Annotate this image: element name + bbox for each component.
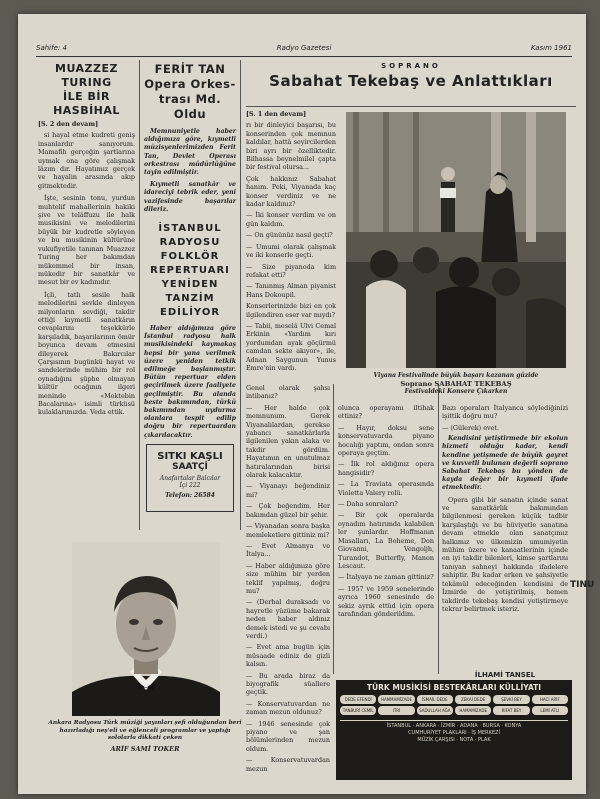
ad-item: ŞEVKİ BEY — [493, 695, 529, 704]
photo-caption-left: Ankara Radyosu Türk müziği yayınları şefi olduğundan beri hazırladığı neş'eli ve eğlenceli programlar ve yaptığı sololarla dikkati çeken ARİF SAMİ TOKER — [48, 720, 242, 753]
article-column-b: olunca operayamı iltihak ettiniz? — Hayır, doksu sene konservatuvarda piyano hocalığı yaptım, ondan sonra operaya geçtim. — İlk rol aldığınız opera hangisidir? — La Traviata operasında Violetta Valery rolü. — Daha sonraları? — Bir çok operalarda oynadım hatırımda kalabilen ler şunlardır. Hoffmanın Masalları, La Boheme, Don Giovanni, Vengoljh, Turandot, Butterfly, Manon Lescaut. — İtalyaya ne zaman gittiniz? — 1957 ve 1959 senelerinde ayrıca 1960 senesinde de sekiz ayrık ettüd için opera tarafından gönderildim. — [338, 404, 434, 618]
main-article-heading — [246, 62, 576, 106]
concert-photo — [346, 112, 566, 368]
newspaper-page — [18, 14, 595, 794]
ad-item: ITRİ — [378, 706, 414, 715]
adjacent-page-edge-text: TINU — [570, 580, 595, 590]
music-collection-ad: TÜRK MUSİKİSİ BESTEKÂRLARI KÜLLİYATI DEDE EFENDİ HAMMAMİZADE İSMAİL DEDE ZEKAİ DEDE ŞEVKİ BEY HACI ARİF TANBURİ CEMİL ITRİ SADULLAH AĞA HAMAMİZADE RİFAT BEY LEMİ ATLI İSTANBUL · ANKARA · İZMİR · ADANA · BURSA · KONYA CUMHURİYET PLAKLARI · İŞ MERKEZİ MÜZİK ÇARŞISI · NOTA · PLAK — [336, 680, 572, 780]
ad-item: RİFAT BEY — [493, 706, 529, 715]
page-number: Sahife: 4 — [36, 44, 67, 52]
ad-phone: Telefon: 26584 — [165, 492, 215, 499]
paragraph: İşte, sesinin tonu, yurdun muhtelif mahallerinin hakiki şive ve telâffuzu ile halk musikisini ve melodilerini büyük bir kudretle söyleyen ve bu musikinin kültürüne vukufiyetile tanınan Muazzez Turing her bakımdan mükemmel bir insan, mükedir bir sanatkâr ve mesut bir ev kadınıdır. — [38, 194, 135, 287]
article-column-c: Bazı operaları İtalyanca söylediğinizi işittik doğru mu? — (Gülerek) evet. Kendisini yetiştirmede bir ekolun hizmeti olduğu kadar, kendi kendine yetişmede de büyük gayret ve kuvvetli bulunan değerli soprano Sabahat Tekebaş bu yönden de kayda değer bir kıymeti ifade etmektedir. Opera gibi bir sanatın içinde sanat ve sanatkârlık bakımından bilgilenmesi gereken küçük tadbir karşılaştığı ve bu hüviyetle sanatına devam etmekle olan sanatçımız halkımız ve ülkemizin umumiyetin mühim üzere ve kanaatlerinin içinde en iyi takdir bilenleri, kimse şartlarını tanıyan sahneyi hakkında ifadelere sahiptir. Bu kadar erken ve şahsiyetle tekâmül edeceğinden kendisini de İzmirde de yetiştirilmiş, hemen takdirde tekebaş kendisi yetiştirmeye tekrar belirtmek isteriz. — [442, 404, 568, 613]
wish-text: Kıymetli sanatkâr ve idareciyi tebrik eder, yeni vazifesinde başarılar dileriz. — [144, 181, 236, 213]
continued-note: [S. 1 den devam] — [246, 110, 307, 118]
ad-item: ZEKAİ DEDE — [455, 695, 491, 704]
muazzez-turing-column — [38, 62, 135, 532]
paragraph: si hayal etme kudreti geniş insanlardır sanıyorum. Mamafih gerçeğin şartlarına uymak ona göre çalışmak lâzım dır. Hayatımız gerçek ve hayalin arasında akıp gitmektedir. — [38, 131, 135, 190]
continued-note: [S. 2 den devam] — [38, 120, 99, 128]
istanbul-radyosu-title: İSTANBUL RADYOSU FOLKLÖR REPERTUARI YENİDEN TANZİM EDİLİYOR — [150, 223, 230, 319]
article-author: İLHAMİ TANSEL — [474, 671, 536, 679]
article-title: MUAZZEZ TURING İLE BİR HASBİHAL — [53, 62, 120, 117]
article-column-a: [S. 1 den devam] rı bir dinleyici başarısı, bu konserinden çok memnun kaldılar, hattâ seyircilerden biri ayrı bir özelliktedir. Bilhassa beynelmilel çapta bir festival olursa... Çok hakkınız Sabahat hanım. Peki, Viyanada kaç konser verdiniz ve ne kadar kaldınız? — İki konser verdim ve on gün kaldım. — On gününüz nasıl geçti? — Umumi olarak çalışmak ve iki konserle geçti. — Size piyanoda kim refakat etti? — Tanınmış Alman piyanist Hans Dokoupil. Konserlerinizde bizi en çok ilgilendiren eser var mıydı? — Tabii, meselâ Ulvi Cemal Erkinin «Yardım kırı yordumdan ayak göçürmü camdan sekte akıyor», ile, Adnan Saygunun Yunus Emre'nin vardı. — [246, 110, 336, 372]
repertuar-text: Haber aldığımıza göre İstanbul radyosu halk musikisindeki kaymakaş hepsi bir yana verilmek üzere yeniden tetkik edilmeğe başlanmıştır. Bütün repertuar elden geçirilmek üzere faaliyete geçilmiştir. Bu alanda beste bakımından, türkü bakımından uydurma olanlara tespit edilip doğru bir repertuardan çıkarılacaktır. — [144, 325, 236, 439]
article-column-a2: Genel olarak şahsı intibanız? — Her halde çok memnunum. Gerek Viyanalılardan, gerekse yabancı sanatkârlarla ilgilenilen yakın alaka ve takdir gördüm. Hayatımın en unutulmaz hatıralarından birisi olarak kalacaktır. — Viyanayı beğendiniz mi? — Çok beğendim. Her bakımdan güzel bir şehir. — Viyanadan sonra başka memleketlere gittiniz mi? — Evet Almanya ve İtalya... — Haber aldığımıza göre size mühim bir yerden teklif yapılmış, doğru mu? — (Derhal duraksadı ve hayretle yüzüme bakarak neden haber aldınız demek istedi ve şu cevabı verdi.) — Evet ama bugün için müsaade ediniz de gizli kalsın. — Bu arada biraz da biyografik süallere geçtik. — Konservatuvardan ne zaman mezun oldunuz? — 1946 senesinde çok piyano ve şan bölümlerinden mezun oldum. — Konservatuvardan mezun — [246, 384, 330, 773]
ad-item: HAMAMİZADE — [455, 706, 491, 715]
ad-item: HAMMAMİZADE — [378, 695, 414, 704]
paragraph: İçli, tatlı sesile halk melodilerini sevkle dinleyen milyonların sevdiği, takdir ettiği kıymetli sanatkârın cevaplarını teşekkürle karşıladık, başarılarının ömür boyunca devam etmesini dileyerek Bakırcılar Çarşısının bugünkü hayat ve sandelerinde mühim bir rol oynadığını şüphe olmayan kültür ocağının ilgeri meninde «Mektebin Bacalarına» isimli türküsü kulaklarımızda. Veda ettik. — [38, 290, 135, 417]
concert-photo-caption: Viyana Festivalinde büyük başarı kazanan güzide Soprano SABAHAT TEKEBAŞ Festivaldeki Konsere Çıkarken — [338, 372, 574, 402]
intro-text: Memnuniyetle haber aldığımıza göre, kıymetli müzisyenlerimizden Ferit Tan, Devlet Operası orkestrası müdürlüğüne tayin edilmiştir. — [144, 128, 236, 177]
ad-items-grid — [336, 692, 572, 718]
ferit-tan-column — [144, 62, 236, 442]
ad-item: LEMİ ATLI — [532, 706, 568, 715]
arif-sami-toker-photo — [72, 542, 220, 716]
ad-title: TÜRK MUSİKİSİ BESTEKÂRLARI KÜLLİYATI — [366, 683, 542, 692]
newspaper-name: Radyo Gazetesi — [276, 44, 332, 52]
ad-item: İSMAİL DEDE — [417, 695, 453, 704]
ferit-tan-title: FERİT TAN Opera Orkes- trası Md. Oldu — [144, 62, 236, 121]
watchmaker-ad: SITKI KAŞLI SAATÇİ Anafartalar Balcılar İçi 222 Telefon: 26584 — [146, 444, 234, 512]
page-header — [36, 44, 572, 57]
issue-date: Kasım 1961 — [530, 44, 572, 52]
ad-item: SADULLAH AĞA — [417, 706, 453, 715]
photo-person-name: ARİF SAMİ TOKER — [110, 744, 180, 753]
ad-item: TANBURİ CEMİL — [340, 706, 376, 715]
ad-item: HACI ARİF — [532, 695, 568, 704]
article-title: Sabahat Tekebaş ve Anlattıkları — [269, 72, 553, 90]
ad-item: DEDE EFENDİ — [340, 695, 376, 704]
soprano-name-caption: Soprano SABAHAT TEKEBAŞ — [400, 379, 512, 388]
article-kicker: SOPRANO — [381, 62, 441, 70]
